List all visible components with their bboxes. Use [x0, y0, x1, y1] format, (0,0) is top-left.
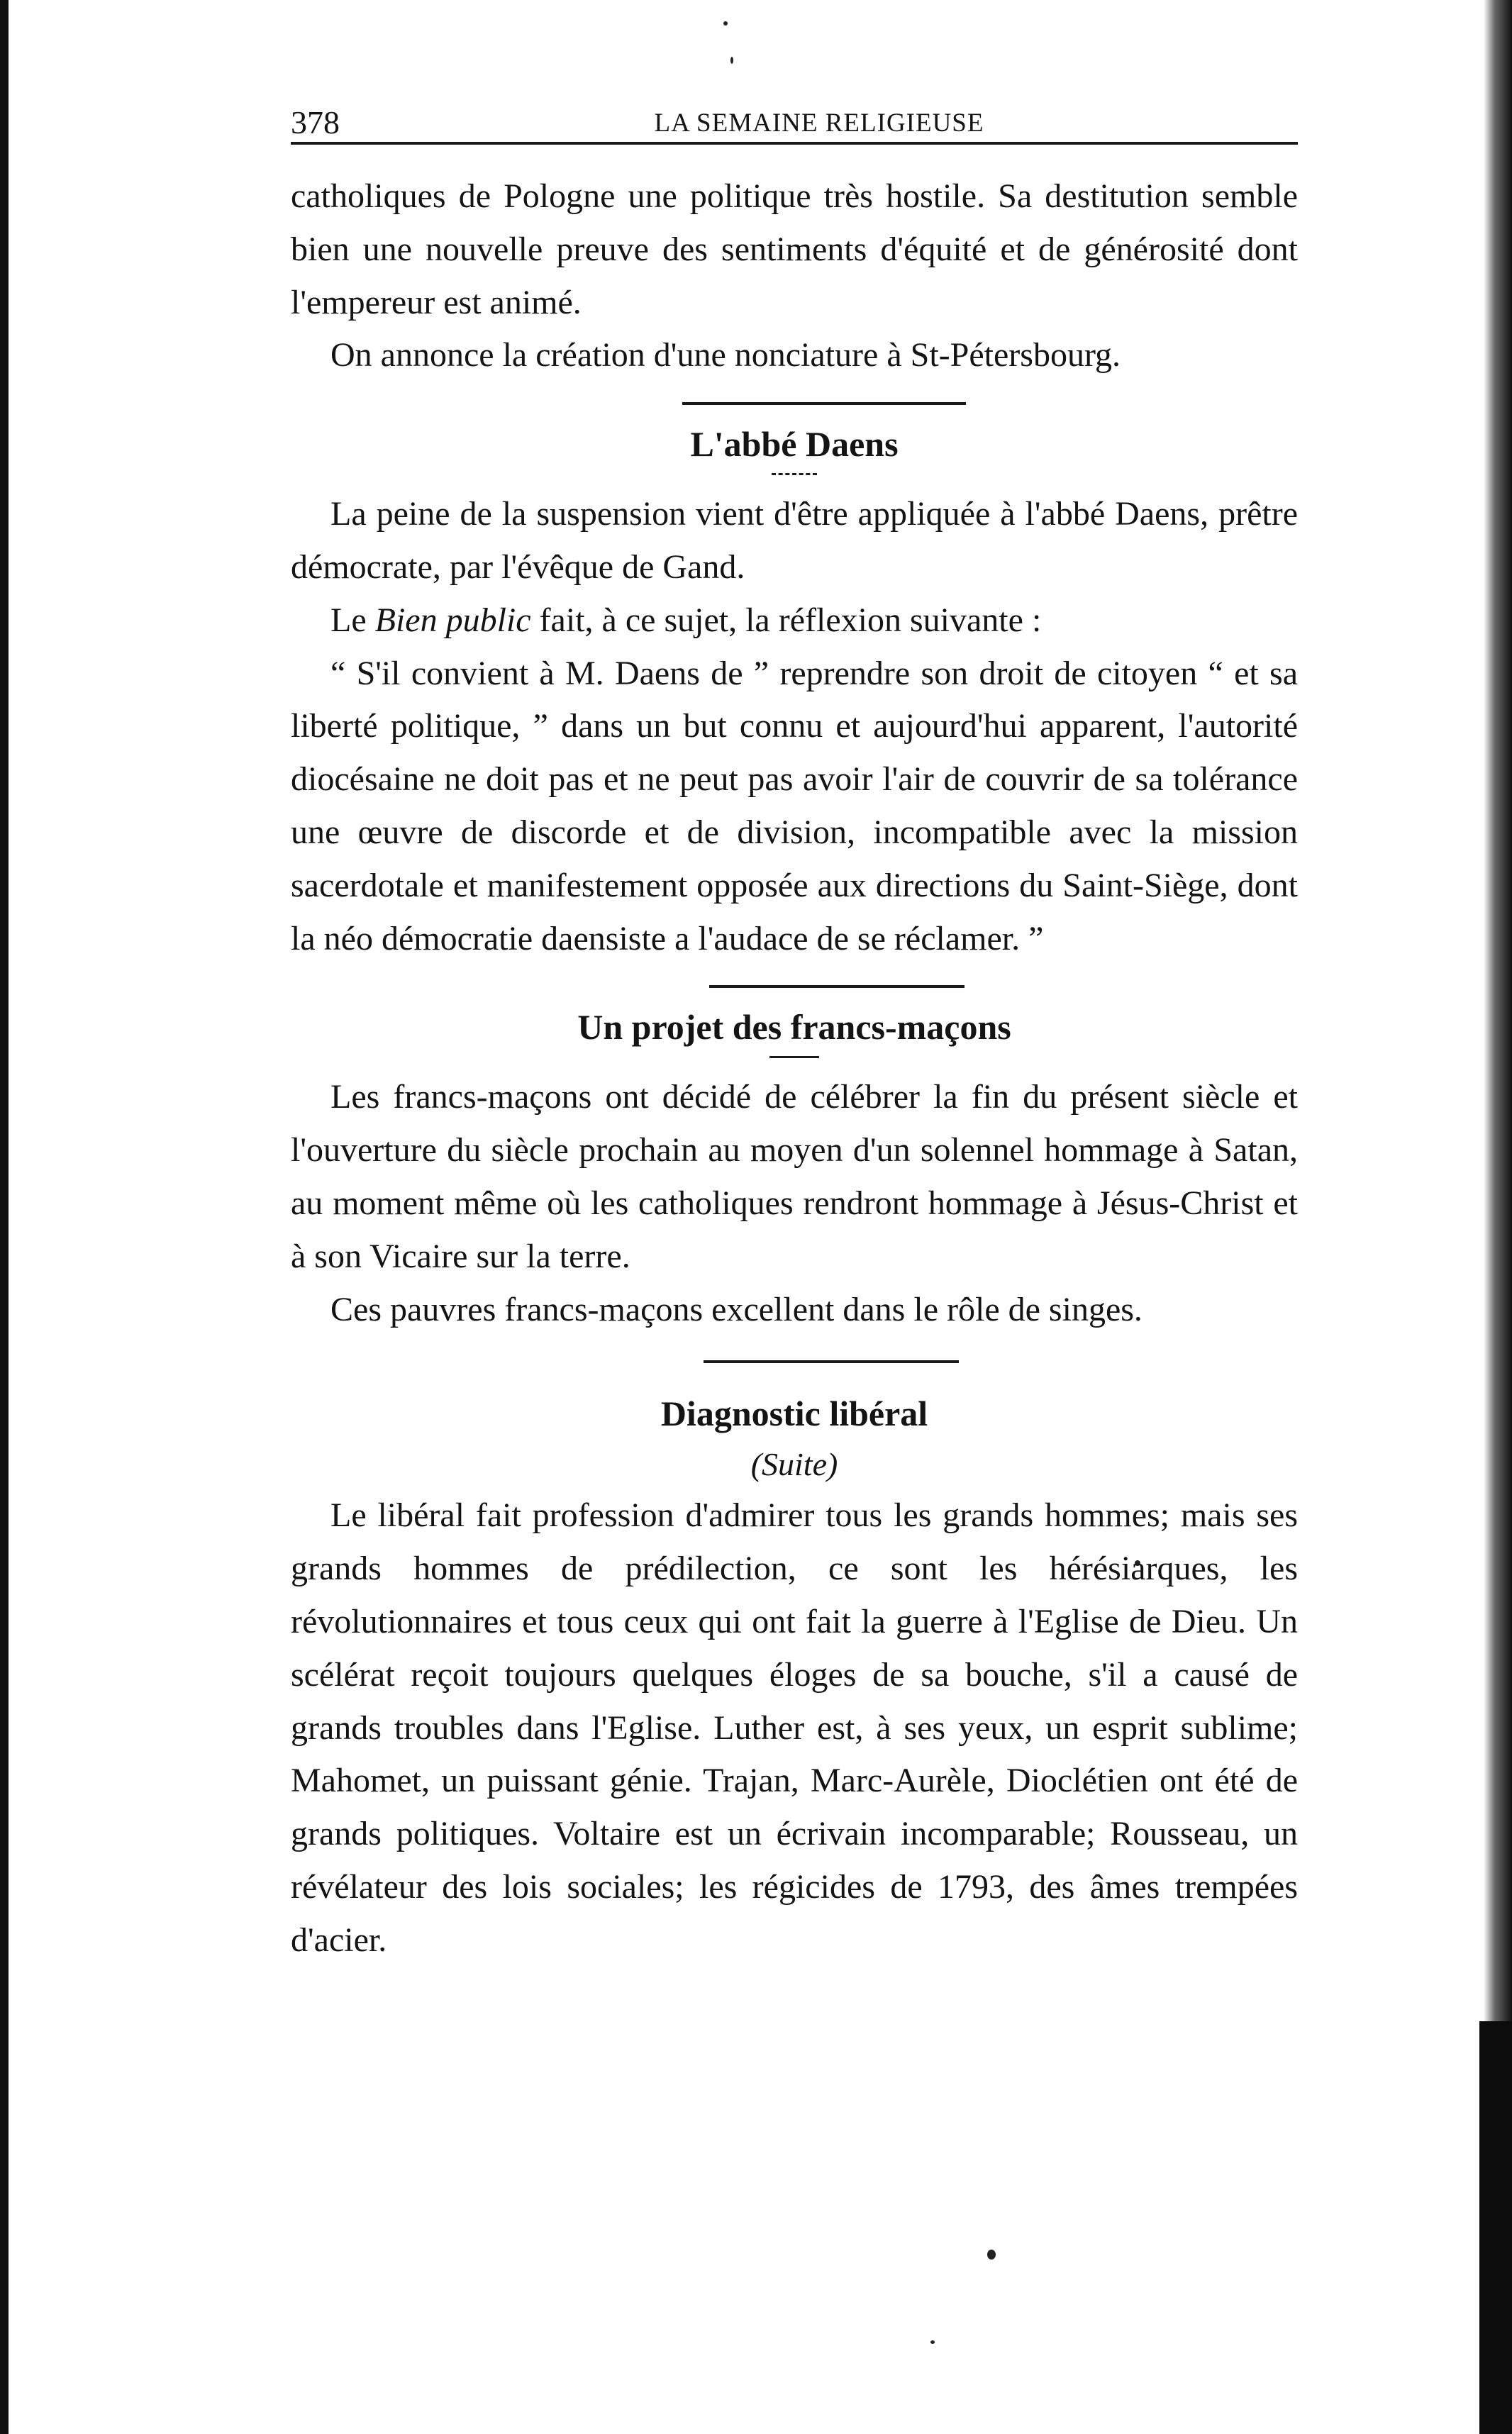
text-span: Le: [330, 601, 375, 639]
newspaper-title: Bien public: [374, 601, 531, 639]
section-heading: L'abbé Daens: [690, 424, 899, 465]
page-number: 378: [291, 104, 340, 140]
scan-left-edge: [0, 0, 9, 2434]
section-divider: [704, 1360, 959, 1363]
scan-right-shadow: [1479, 2021, 1512, 2434]
section-paragraph: [291, 594, 1298, 648]
section-divider: [709, 985, 965, 988]
section-paragraph: Ces pauvres francs-maçons excellent dans le rôle de singes.: [330, 1290, 1143, 1328]
running-head: [291, 92, 1298, 145]
book-page: [291, 92, 1298, 1967]
quotation-paragraph: “ S'il convient à M. Daens de ” reprendre son droit de citoyen “ et sa liberté politique, ” dans un but connu et aujourd'hui apparent, l'autorité diocésaine ne doit pas et ne peut pas avoir l'air de couvrir de sa tolérance une œuvre de discorde et de division, incompatible avec la mission sacerdotale et manifestement opposée aux directions du Saint-Siège, dont la néo démocratie daensiste a l'audace de se réclamer. ”: [291, 654, 1298, 957]
text-span: fait, à ce sujet, la réflexion suivante :: [530, 601, 1042, 639]
heading-ornament: [769, 1056, 819, 1058]
running-title: LA SEMAINE RELIGIEUSE: [654, 109, 984, 138]
opening-paragraph: On annonce la création d'une nonciature à St-Pétersbourg.: [330, 336, 1121, 374]
scan-speck: [930, 2340, 935, 2344]
opening-paragraph: catholiques de Pologne une politique très hostile. Sa destitution semble bien une nouvelle preuve des sentiments d'équité et de générosité dont l'empereur est animé.: [291, 177, 1298, 321]
scan-speck: [987, 2250, 996, 2260]
section-heading: Un projet des francs-maçons: [577, 1007, 1011, 1047]
section-heading: Diagnostic libéral: [660, 1394, 928, 1434]
section-subheading: (Suite): [750, 1446, 838, 1483]
section-paragraph: Les francs-maçons ont décidé de célébrer la fin du présent siècle et l'ouverture du siècle prochain au moyen d'un solennel hommage à Satan, au moment même où les catholiques rendront hommage à Jésus-Christ et à son Vicaire sur la terre.: [291, 1078, 1298, 1275]
page-body: [291, 170, 1298, 1967]
section-paragraph: Le libéral fait profession d'admirer tous les grands hommes; mais ses grands hommes de prédilection, ce sont les hérésiarques, les révolutionnaires et tous ceux qui ont fait la guerre à l'Eglise de Dieu. Un scélérat reçoit toujours quelques éloges de sa bouche, s'il a causé de grands troubles dans l'Eglise. Luther est, à ses yeux, un esprit sublime; Mahomet, un puissant génie. Trajan, Marc-Aurèle, Dioclétien ont été de grands politiques. Voltaire est un écrivain incomparable; Rousseau, un révélateur des lois sociales; les régicides de 1793, des âmes trempées d'acier.: [291, 1496, 1298, 1959]
heading-ornament: [772, 473, 817, 475]
scan-speck: [730, 57, 733, 64]
section-divider: [682, 402, 966, 405]
scan-speck: [723, 21, 728, 26]
section-paragraph: La peine de la suspension vient d'être appliquée à l'abbé Daens, prêtre démocrate, par l'évêque de Gand.: [291, 495, 1298, 586]
